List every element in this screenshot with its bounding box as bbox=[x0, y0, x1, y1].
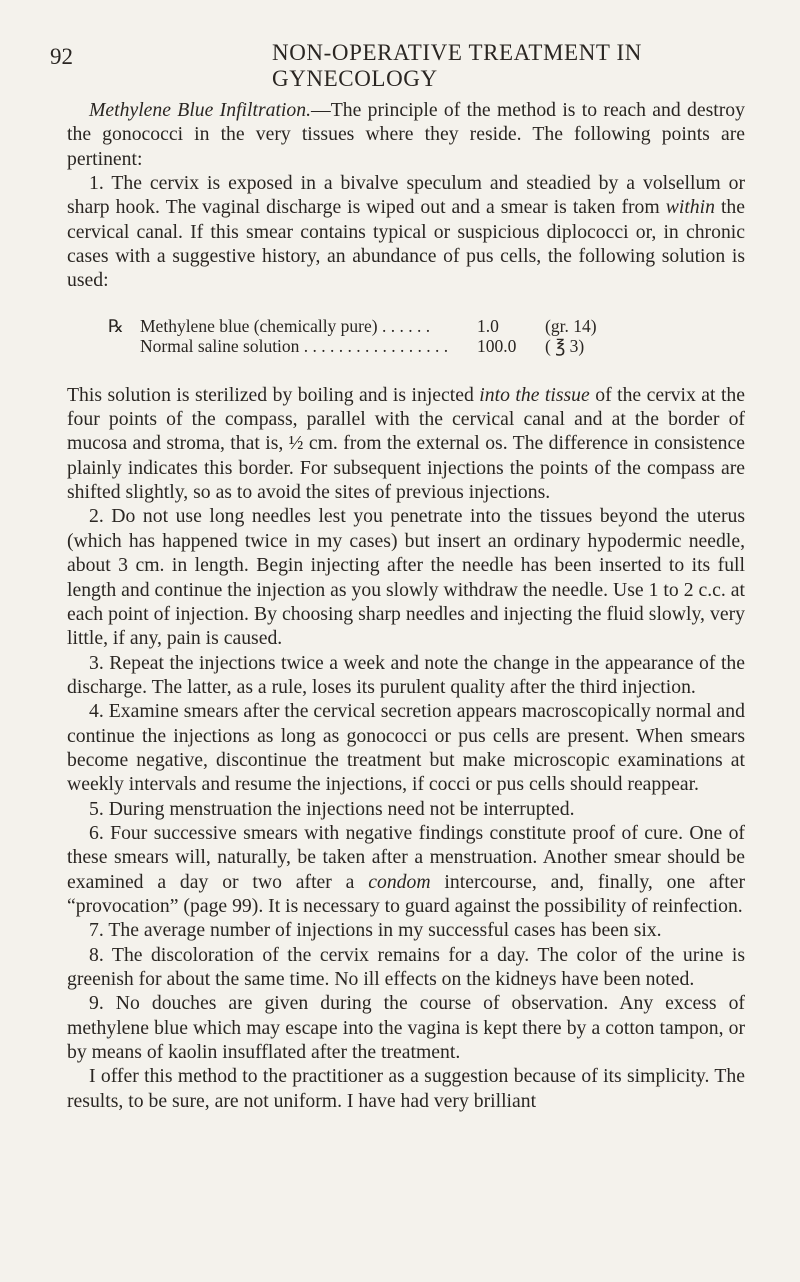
prescription-ingredient: Normal saline solution . . . . . . . . . . . . . . . . . bbox=[140, 335, 449, 356]
closing-paragraph: I offer this method to the practitioner as a suggestion because of its simplicity. The results, to be sure, are not uniform. I have had very brilliant bbox=[67, 1065, 745, 1112]
prescription-row bbox=[67, 336, 745, 356]
sterilize-text: This solution is sterilized by boiling and is injected bbox=[67, 383, 480, 406]
prescription-amount: 1.0 bbox=[477, 315, 499, 336]
item-2-paragraph: 2. Do not use long needles lest you penetrate into the tissues beyond the uterus (which has happened twice in my cases) but insert an ordinary hypodermic needle, about 3 cm. in length. Begin injecting after the needle has been inserted to its full length and continue the injection as you slowly withdraw the needle. Use 1 to 2 c.c. at each point of injection. By choosing sharp needles and injecting the fluid slowly, very little, if any, pain is caused. bbox=[67, 505, 745, 650]
running-head: NON-OPERATIVE TREATMENT IN GYNECOLOGY bbox=[272, 40, 642, 91]
item-1-text: 1. The cervix is exposed in a bivalve speculum and steadied by a volsellum or sharp hook. The vaginal discharge is wiped out and a smear is taken from bbox=[67, 172, 745, 219]
item-6-text-end: intercourse, and, finally, one after “provocation” (page 99). It is necessary to guard against the possibility of reinfection. bbox=[67, 870, 746, 917]
sterilize-text-end: of the cervix at the four points of the compass, parallel with the cervical canal and at the border of mucosa and stroma, that is, ½ cm. from the external os. The difference in consistence plainly indicates this border. For subsequent injections the points of the compass are shifted slightly, so as to avoid the sites of previous injections. bbox=[67, 383, 746, 504]
intro-paragraph bbox=[67, 98, 745, 171]
item-4-paragraph: 4. Examine smears after the cervical secretion appears macroscopically normal and continue the injections as long as gonococci or pus cells are present. When smears become negative, discontinue the treatment but make microscopic examinations at weekly intervals and resume the injections, if cocci or pus cells should reappear. bbox=[67, 700, 745, 796]
prescription-row bbox=[67, 316, 745, 336]
item-1-paragraph bbox=[67, 171, 745, 293]
sterilize-paragraph bbox=[67, 383, 745, 505]
sterilize-emphasis: into the tissue bbox=[479, 383, 590, 406]
rx-icon: ℞ bbox=[108, 315, 124, 336]
item-7-paragraph: 7. The average number of injections in my successful cases has been six. bbox=[89, 919, 662, 942]
section-title: Methylene Blue Infiltration. bbox=[89, 99, 312, 121]
item-9-paragraph: 9. No douches are given during the course of observation. Any excess of methylene blue which may escape into the vagina is kept there by a cotton tampon, or by means of kaolin insufflated after the treatment. bbox=[67, 992, 745, 1064]
item-8-paragraph: 8. The discoloration of the cervix remains for a day. The color of the urine is greenish for about the same time. No ill effects on the kidneys have been noted. bbox=[67, 943, 745, 990]
item-5-paragraph: 5. During menstruation the injections need not be interrupted. bbox=[89, 797, 575, 820]
item-6-paragraph bbox=[67, 821, 745, 918]
prescription-amount: 100.0 bbox=[477, 335, 517, 356]
item-6-text: 6. Four successive smears with negative findings constitute proof of cure. One of these smears will, naturally, be taken after a menstruation. Another smear should be examined a day or two after a bbox=[67, 821, 745, 893]
item-1-text-end: the cervical canal. If this smear contains typical or suspicious diplococci or, in chronic cases with a suggestive history, an abundance of pus cells, the following solution is used: bbox=[67, 196, 745, 292]
prescription-ingredient: Methylene blue (chemically pure) . . . . . . bbox=[140, 315, 431, 336]
item-3-paragraph: 3. Repeat the injections twice a week and note the change in the appearance of the discharge. The latter, as a rule, loses its purulent quality after the third injection. bbox=[67, 651, 745, 698]
intro-text: —The principle of the method is to reach and destroy the gonococci in the very tissues where they reside. The following points are pertinent: bbox=[67, 99, 745, 170]
item-1-emphasis: within bbox=[665, 196, 715, 219]
prescription bbox=[67, 316, 745, 356]
page-header bbox=[50, 40, 760, 91]
prescription-equivalent: ( ℥ 3) bbox=[545, 335, 585, 356]
item-6-emphasis: condom bbox=[368, 870, 431, 893]
body-text bbox=[67, 98, 745, 1113]
prescription-equivalent: (gr. 14) bbox=[545, 315, 597, 336]
page-number: 92 bbox=[50, 44, 73, 69]
